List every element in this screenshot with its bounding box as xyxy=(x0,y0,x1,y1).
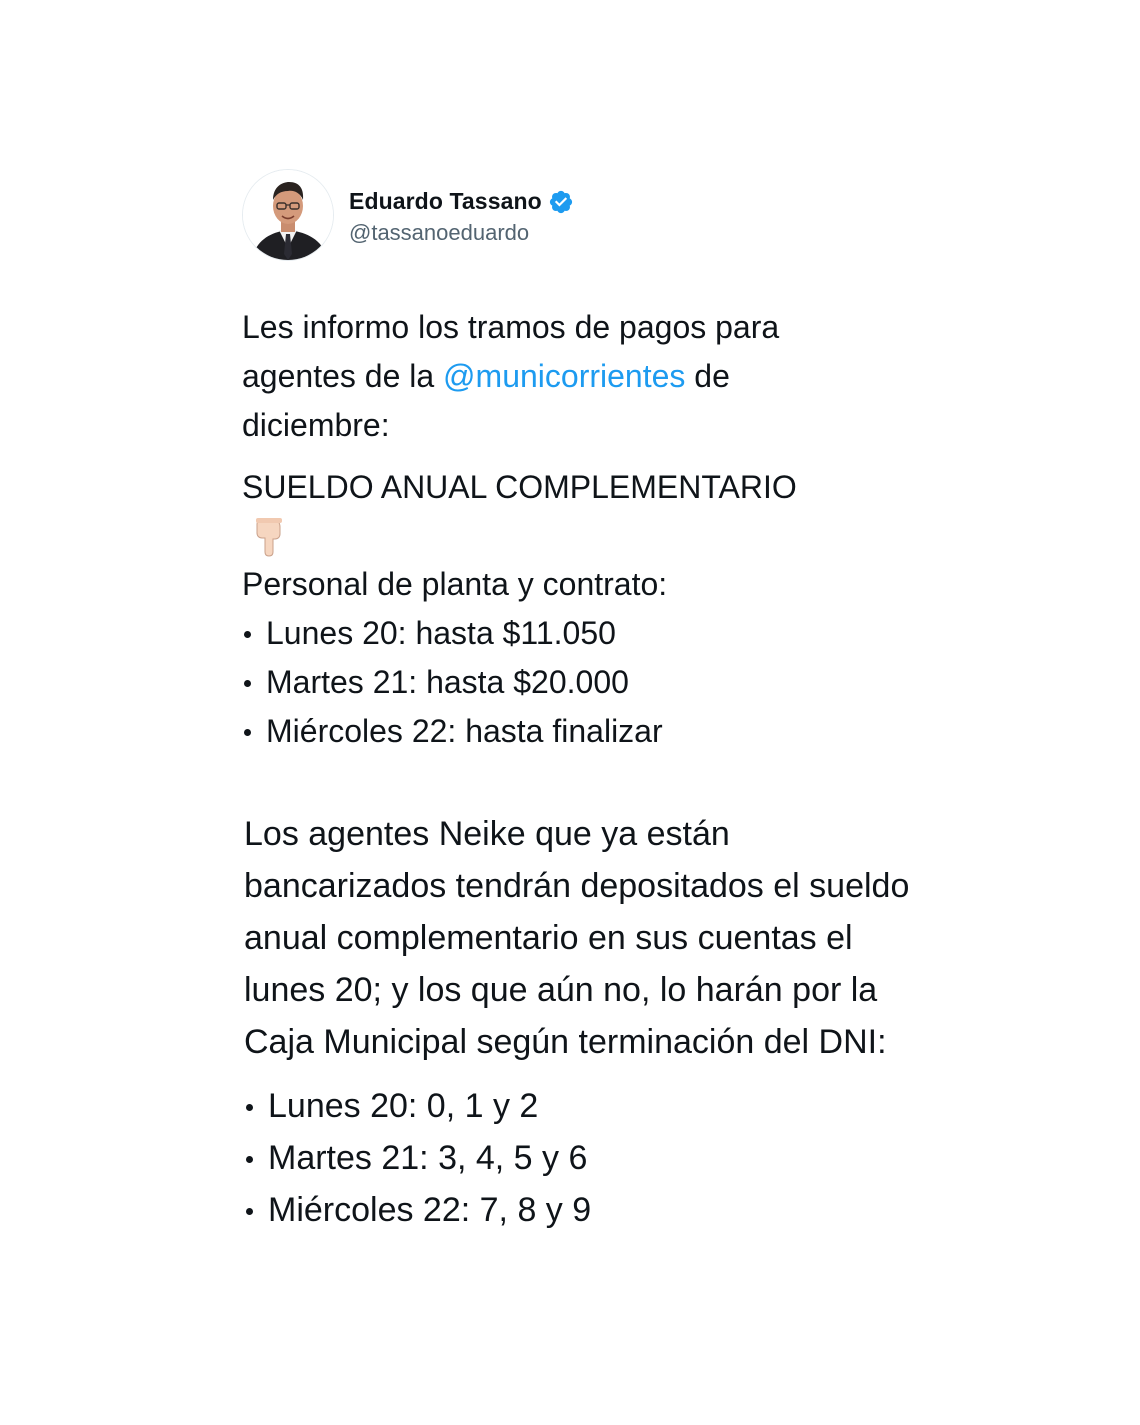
tweet-body xyxy=(242,303,942,756)
verified-badge-icon xyxy=(548,189,574,215)
tweet-header xyxy=(242,168,942,262)
staff-payment-list xyxy=(242,609,942,756)
intro-text-before: Les informo los tramos de pagos para agentes de la xyxy=(242,309,780,394)
pointing-down-hand-icon xyxy=(254,518,284,558)
author-handle[interactable]: @tassanoeduardo xyxy=(349,219,530,245)
dni-payment-list xyxy=(244,1080,944,1236)
avatar[interactable] xyxy=(242,169,334,261)
tweet-card xyxy=(242,168,942,1229)
mention-link[interactable]: @municorrientes xyxy=(443,358,686,394)
author-names xyxy=(349,185,574,246)
neike-section xyxy=(244,808,944,1236)
display-name[interactable]: Eduardo Tassano xyxy=(349,188,542,214)
intro-text-after: de diciembre: xyxy=(242,358,730,443)
section-heading: SUELDO ANUAL COMPLEMENTARIO xyxy=(242,469,797,505)
list-item: Lunes 20: 0, 1 y 2 xyxy=(244,1080,944,1132)
intro-paragraph xyxy=(242,303,882,450)
profile-photo-icon xyxy=(243,170,333,260)
list-item: Miércoles 22: 7, 8 y 9 xyxy=(244,1184,944,1236)
list-item: Lunes 20: hasta $11.050 xyxy=(242,609,942,658)
list-item: Martes 21: 3, 4, 5 y 6 xyxy=(244,1132,944,1184)
list-item: Miércoles 22: hasta finalizar xyxy=(242,707,942,756)
list-item: Martes 21: hasta $20.000 xyxy=(242,658,942,707)
neike-paragraph: Los agentes Neike que ya están bancarizados tendrán depositados el sueldo anual complementario en sus cuentas el lunes 20; y los que aún no, lo harán por la Caja Municipal según terminación del DNI: xyxy=(244,815,910,1061)
staff-label: Personal de planta y contrato: xyxy=(242,566,668,602)
display-name-row xyxy=(349,185,574,219)
